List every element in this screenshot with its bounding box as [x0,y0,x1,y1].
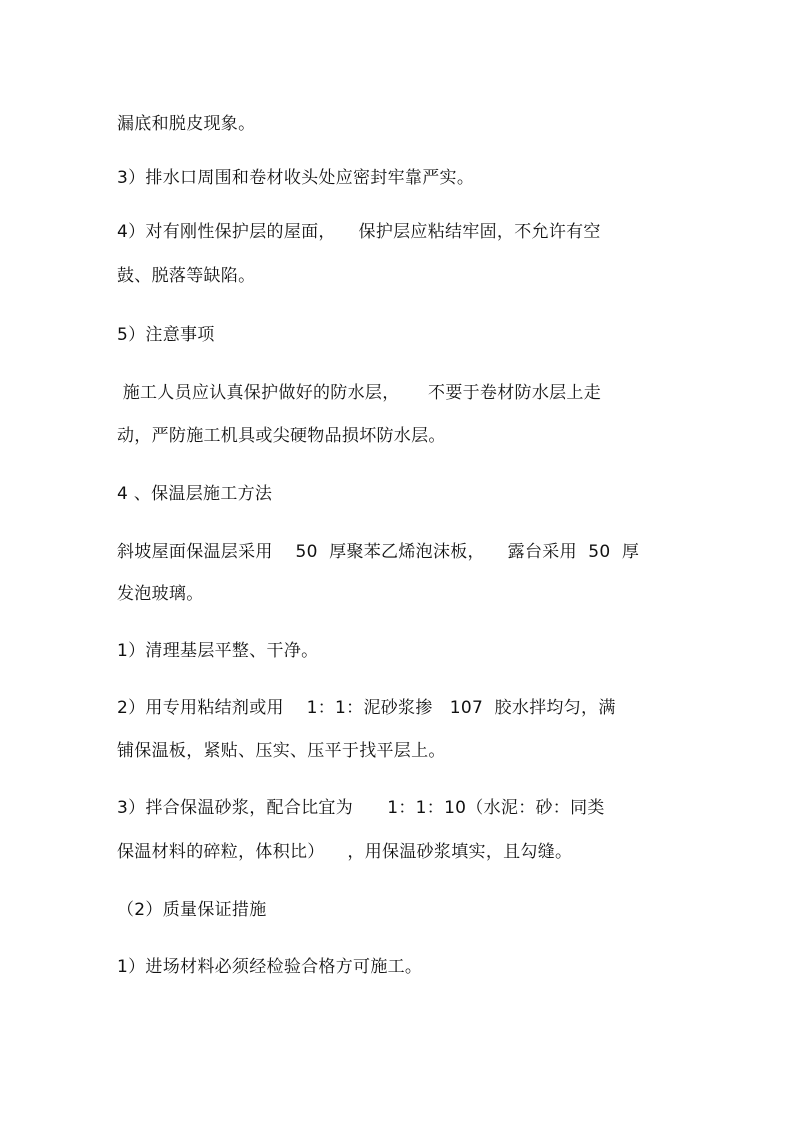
text-line: 斜坡屋面保温层采用 50 厚聚苯乙烯泡沫板， 露台采用 50 厚 [117,542,640,562]
text-line: 1）清理基层平整、干净。 [117,641,319,661]
text-line: 鼓、脱落等缺陷。 [117,266,256,286]
text-line: 施工人员应认真保护做好的防水层， 不要于卷材防水层上走 [117,383,602,403]
text-line: 铺保温板，紧贴、压实、压平于找平层上。 [117,741,446,761]
text-line: 动，严防施工机具或尖硬物品损坏防水层。 [117,426,446,446]
text-line: 保温材料的碎粒，体积比） ，用保温砂浆填实，且勾缝。 [117,842,573,862]
text-line: 发泡玻璃。 [117,584,204,604]
text-line: 3）排水口周围和卷材收头处应密封牢靠严实。 [117,168,475,188]
text-line: 漏底和脱皮现象。 [117,114,256,134]
text-line: 3）拌合保温砂浆，配合比宜为 1：1：10（水泥：砂：同类 [117,798,605,818]
section-heading: （2）质量保证措施 [117,900,267,920]
text-line: 4）对有刚性保护层的屋面， 保护层应粘结牢固，不允许有空 [117,222,601,242]
text-line: 1）进场材料必须经检验合格方可施工。 [117,957,423,977]
text-line: 5）注意事项 [117,325,215,345]
section-heading: 4 、保温层施工方法 [117,484,273,504]
text-line: 2）用专用粘结剂或用 1：1：泥砂浆掺 107 胶水拌均匀，满 [117,698,616,718]
